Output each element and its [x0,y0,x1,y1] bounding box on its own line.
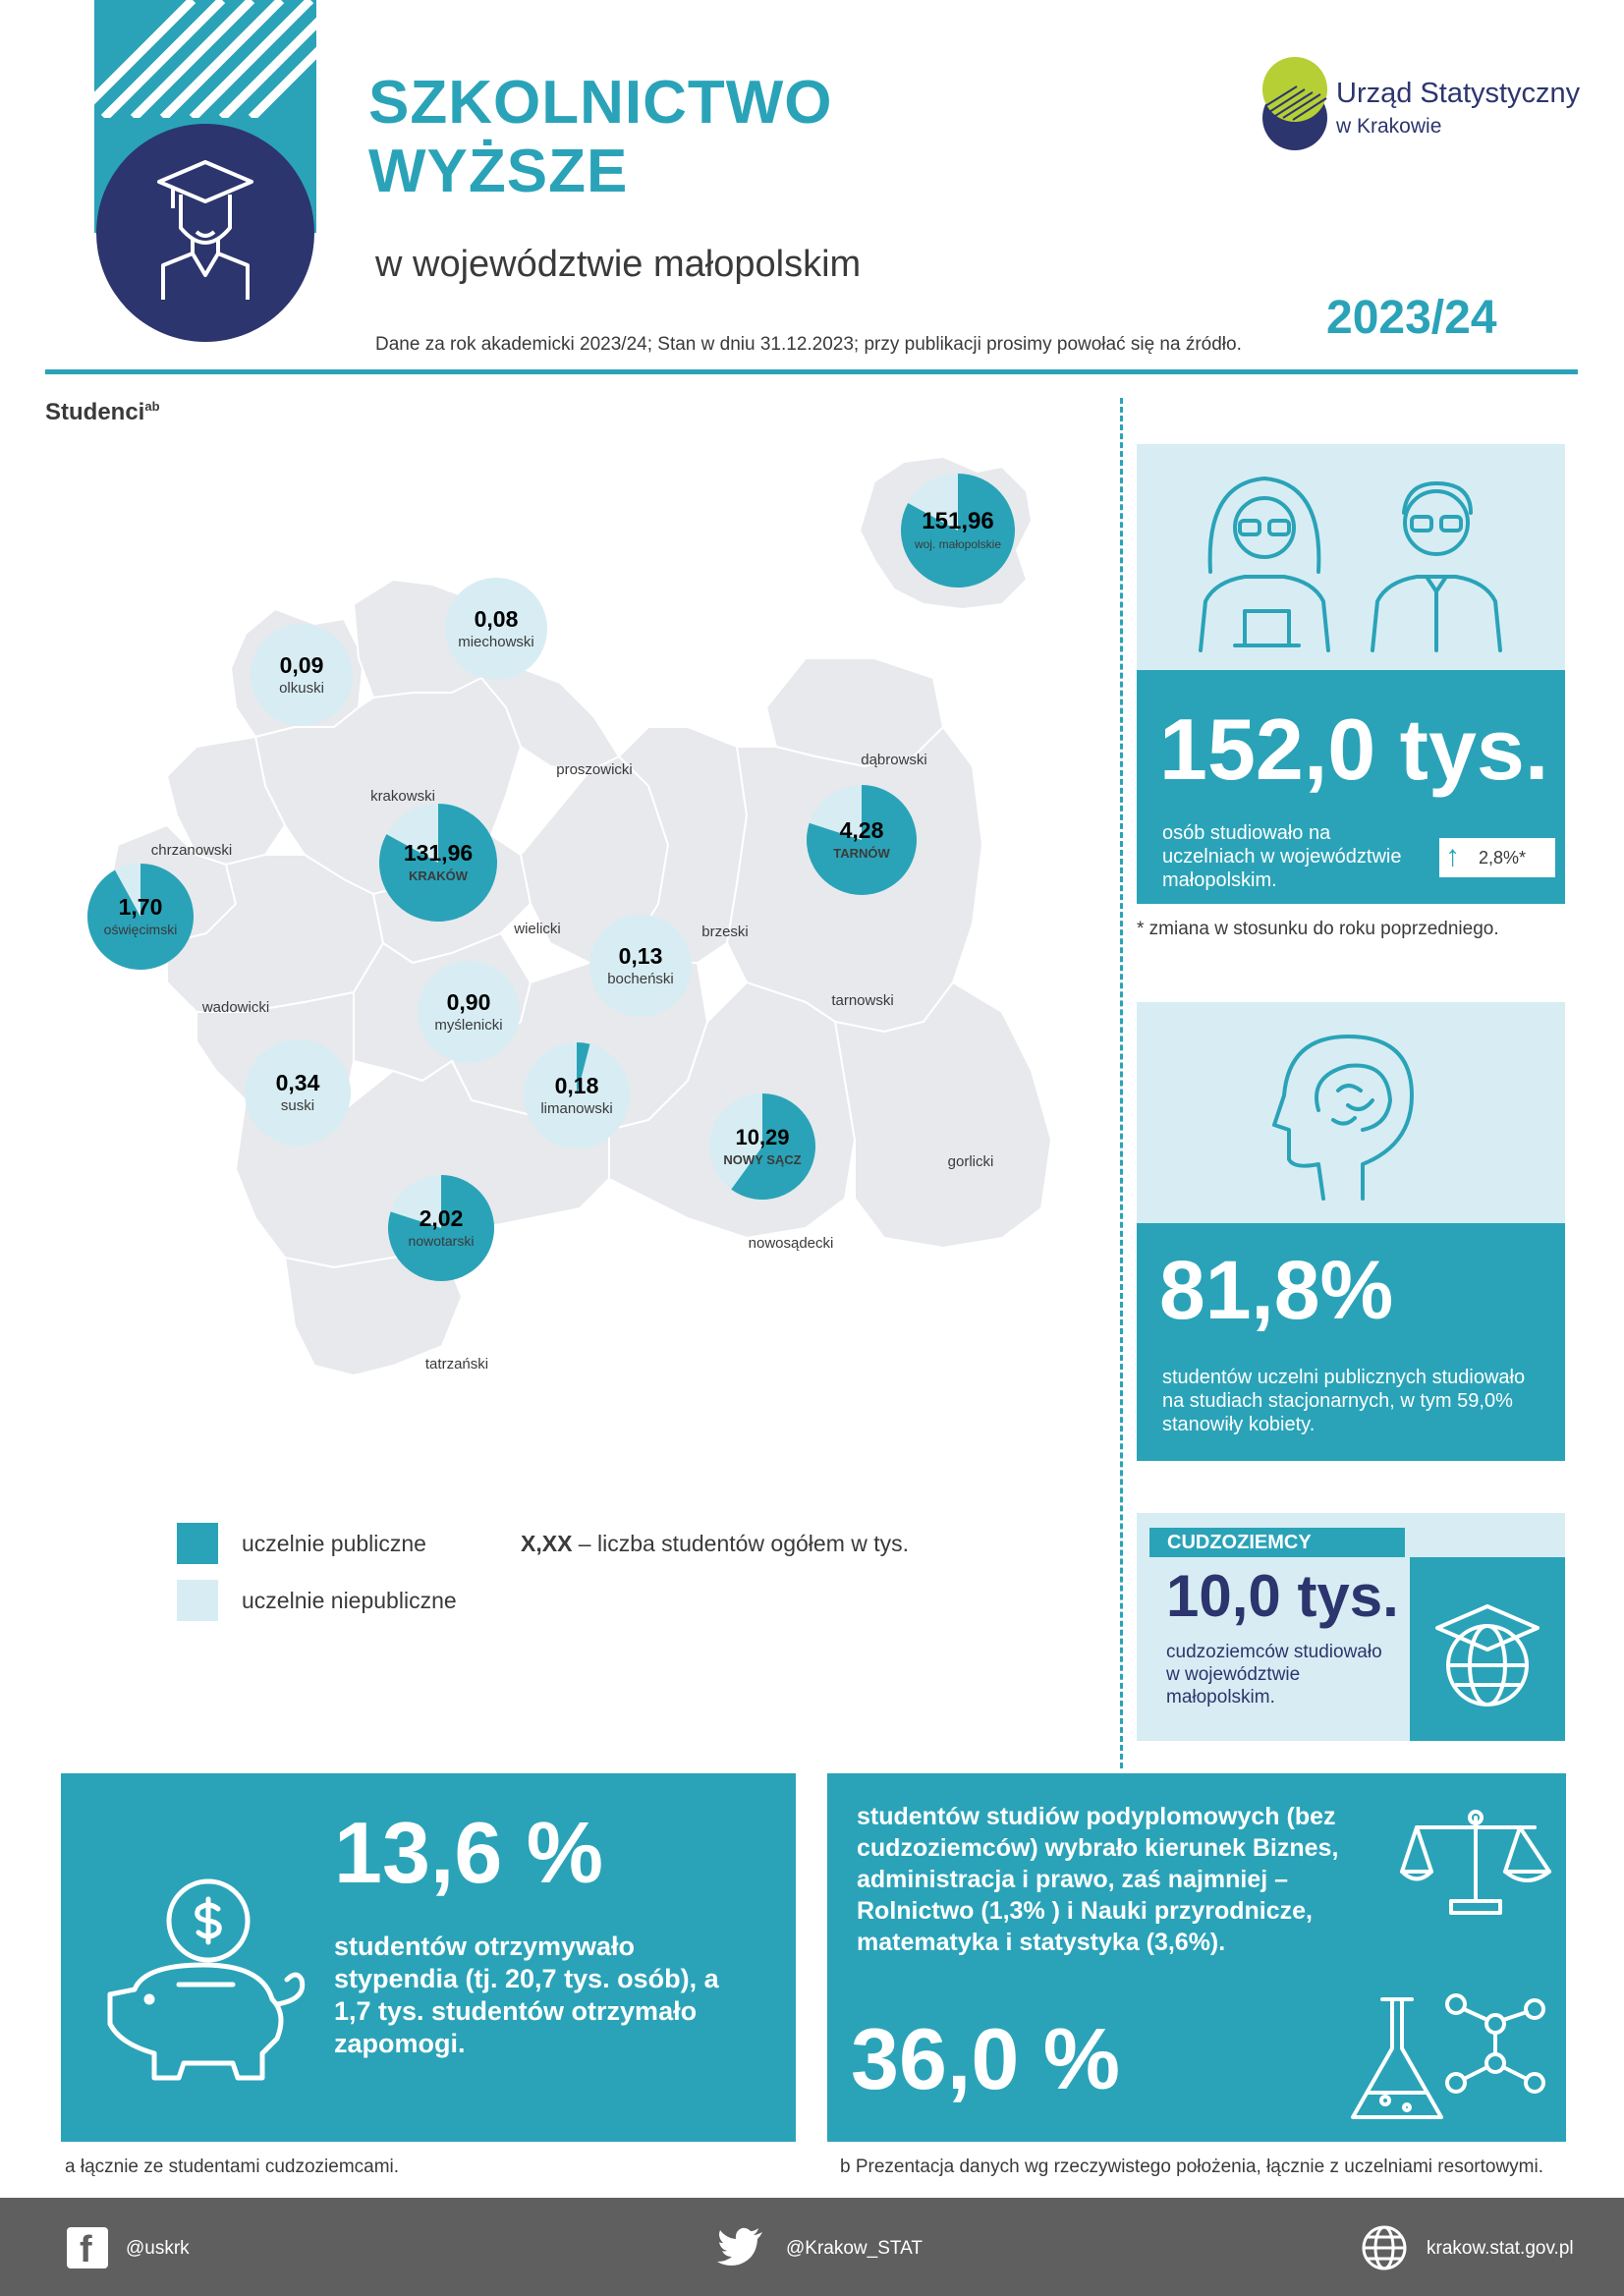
district-label-5: brzeski [701,924,749,940]
fulltime-value: 81,8% [1159,1244,1394,1336]
legend-public-swatch [177,1523,218,1564]
bubble-value: 0,09 [279,652,324,678]
header-divider [45,369,1578,374]
footer-bar [0,2198,1624,2296]
bubble-label: woj. małopolskie [914,537,1002,551]
district-label-9: nowosądecki [748,1235,834,1252]
legend-public-label: uczelnie publiczne [242,1531,426,1556]
bubble-label: suski [280,1097,315,1114]
district-label-10: tatrzański [424,1356,489,1372]
section-title: Studenci$^{ab}$ [45,399,160,425]
district-label-2: dąbrowski [861,752,927,768]
postgrad-text: studentów studiów podyplomowych (bez cudzoziemców) wybrało kierunek Biznes, administracja i prawo, zaś najmniej – Rolnictwo (1,3% ) i Nauki przyrodnicze, matematyka i statystyka (3,6%). [857,1803,1339,1956]
bubble-label: miechowski [458,634,534,650]
globe-graduation-icon [1410,1557,1565,1741]
scholarship-text: studentów otrzymywało stypendia (tj. 20,7 tys. osób), a 1,7 tys. studentów otrzymało zapomogi. [334,1932,719,2058]
bubble-bocheński [589,915,692,1017]
district-label-0: krakowski [370,788,435,805]
bubble-value: 0,18 [554,1073,599,1098]
district-label-1: proszowicki [556,761,633,778]
fulltime-text: studentów uczelni publicznych studiowało na studiach stacjonarnych, w tym 59,0% stanowiły kobiety. [1162,1367,1526,1435]
piggy-bank-icon [95,1872,321,2107]
bubble-label: olkuski [279,680,324,697]
bubble-value: 131,96 [403,840,474,866]
bubble-woj-małopolskie [901,474,1015,588]
change-badge [1439,838,1555,877]
header-emblem [94,0,316,344]
footnote-a: a łącznie ze studentami cudzoziemcami. [65,2156,400,2177]
twitter-handle[interactable]: @Krakow_STAT [786,2238,923,2259]
bubble-myślenicki [418,961,520,1063]
legend-nonpublic-label: uczelnie niepubliczne [242,1588,457,1613]
page-title: SZKOLNICTWO WYŻSZE [368,69,833,205]
foreign-icon-box [1410,1557,1565,1741]
twitter-icon[interactable] [717,2227,764,2267]
bubble-tarnów [807,785,917,895]
bubble-label: KRAKÓW [409,868,468,883]
page-subtitle: w województwie małopolskim [375,244,862,285]
bubble-value: 0,90 [446,989,491,1015]
foreign-label: CUDZOZIEMCY [1167,1532,1312,1553]
bubble-value: 4,28 [839,817,884,843]
brain-illustration-panel [1137,1002,1565,1223]
legend-value-key: X,XX – liczba studentów ogółem w tys. [521,1531,910,1556]
year-label: 2023/24 [1326,292,1497,344]
district-shapes [108,457,1051,1375]
change-note: * zmiana w stosunku do roku poprzedniego. [1137,919,1499,939]
source-note: Dane za rok akademicki 2023/24; Stan w dniu 31.12.2023; przy publikacji prosimy powołać się na źródło. [375,334,1242,355]
legend-nonpublic-swatch [177,1580,218,1621]
bubble-oświęcimski [87,864,194,970]
bubble-value: 10,29 [735,1125,790,1149]
foreign-text: cudzoziemców studiowało w województwie małopolskim. [1166,1642,1382,1708]
logo-icon [1258,57,1332,155]
bubble-label: oświęcimski [103,922,178,937]
facebook-icon[interactable]: f [67,2227,108,2268]
website-link[interactable]: krakow.stat.gov.pl [1427,2238,1574,2259]
bubble-value: 0,08 [474,606,519,632]
bubble-value: 0,34 [275,1070,320,1095]
facebook-handle[interactable]: @uskrk [126,2238,190,2259]
postgrad-value: 36,0 % [851,2010,1120,2107]
bubble-kraków [379,804,497,922]
bubble-label: bocheński [607,971,674,987]
district-label-8: gorlicki [947,1153,994,1170]
district-label-3: chrzanowski [150,842,233,859]
bubble-label: nowotarski [408,1233,475,1249]
arrow-up-icon: ↑ [1445,840,1460,872]
bubble-olkuski [251,624,353,726]
students-total-text: osób studiowało na uczelniach w województwie małopolskim. [1162,822,1402,891]
students-illustration-panel [1137,444,1565,670]
district-label-7: wadowicki [201,999,270,1016]
bubble-value: 151,96 [922,508,994,534]
flask-molecule-icon [1338,1985,1554,2132]
bubble-label: limanowski [540,1100,613,1117]
bubble-label: NOWY SĄCZ [723,1152,802,1167]
head-brain-icon [1137,1002,1565,1223]
district-label-4: wielicki [514,921,561,937]
bubble-suski [245,1039,351,1146]
foreign-value: 10,0 tys. [1166,1563,1399,1629]
bubble-value: 2,02 [419,1205,464,1231]
footnote-b: b Prezentacja danych wg rzeczywistego położenia, łącznie z uczelniami resortowymi. [840,2156,1543,2177]
region-map [59,432,1091,1415]
bubble-label: myślenicki [434,1017,503,1034]
column-divider [1120,398,1123,1768]
students-total-value: 152,0 tys. [1159,700,1549,798]
bubble-nowy-sącz [709,1093,815,1200]
bubble-limanowski [524,1042,630,1148]
bubble-value: 1,70 [118,894,163,920]
bubble-label: TARNÓW [833,846,890,861]
district-label-6: tarnowski [831,992,894,1009]
scholarship-value: 13,6 % [334,1804,603,1901]
bubble-miechowski [445,578,547,680]
students-icon [1137,444,1565,670]
scales-icon [1397,1803,1554,1921]
logo-text: Urząd Statystyczny w Krakowie [1336,78,1581,138]
bubble-nowotarski [388,1175,494,1281]
change-value: 2,8%* [1479,848,1527,868]
globe-icon[interactable] [1361,2224,1408,2271]
bubble-value: 0,13 [618,943,663,969]
